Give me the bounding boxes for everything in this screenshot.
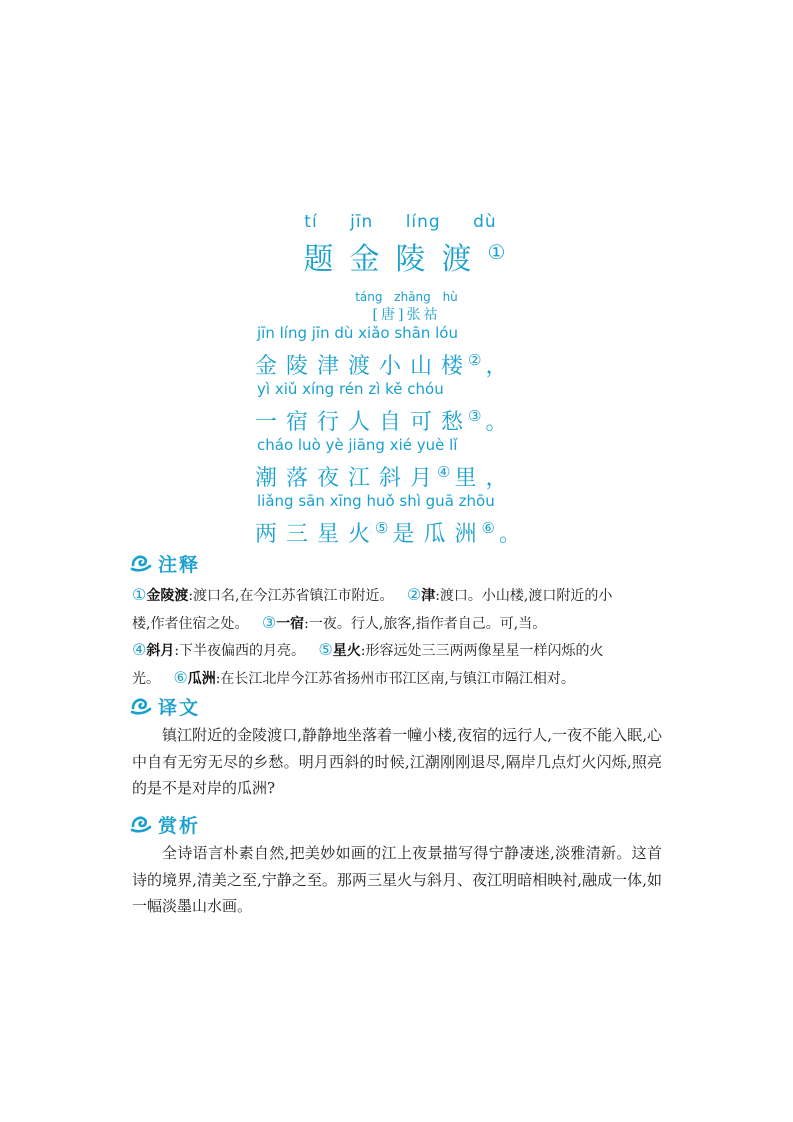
poem-line xyxy=(255,322,555,379)
line-hanzi: 潮落夜江斜月 xyxy=(255,466,442,491)
section-title: 译文 xyxy=(158,696,201,719)
note-item xyxy=(406,585,613,604)
punctuation: 。 xyxy=(498,522,530,547)
note-number: ④ xyxy=(132,640,147,659)
note-number: ① xyxy=(132,585,147,604)
poem-title xyxy=(0,234,793,278)
note-number: ⑥ xyxy=(173,667,188,687)
note-text: :一夜。行人,旅客,指作者自己。可,当。 xyxy=(304,615,547,632)
wave-swirl-icon xyxy=(130,695,152,717)
appreciation-text: 全诗语言朴素自然,把美妙如画的江上夜景描写得宁静凄迷,淡雅清新。这首诗的境界,清美之至,宁静之至。那两三星火与斜月、夜江明暗相映衬,融成一体,如一幅淡墨山水画。 xyxy=(132,844,662,915)
poem-header xyxy=(0,212,793,324)
line-pinyin: liǎng sān xīng huǒ shì guā zhōu xyxy=(257,492,495,510)
note-text-continued: 楼,作者住宿之处。 xyxy=(132,615,249,632)
wave-swirl-icon xyxy=(130,813,152,835)
note-text-continued: 光。 xyxy=(132,670,160,687)
notes-line xyxy=(132,610,662,638)
line-hanzi: 金陵津渡小山楼 xyxy=(255,354,473,379)
note-text: :形容远处三三两两像星星一样闪烁的火 xyxy=(360,643,604,659)
notes-line xyxy=(132,582,662,610)
note-term: 瓜洲 xyxy=(187,670,216,687)
note-item xyxy=(132,585,394,604)
line-pinyin: jīn líng jīn dù xiǎo shān lóu xyxy=(257,324,458,342)
line-text xyxy=(255,344,555,379)
note-mark: ③ xyxy=(468,407,482,425)
note-mark: ② xyxy=(468,351,482,369)
notes-line xyxy=(132,665,662,693)
note-item xyxy=(132,640,306,659)
note-number: ② xyxy=(406,585,422,604)
note-number: ③ xyxy=(261,612,277,632)
note-mark: ④ xyxy=(437,463,451,481)
translation-heading xyxy=(130,693,200,719)
note-text: :渡口。小山楼,渡口附近的小 xyxy=(435,588,613,604)
poem-line xyxy=(255,378,555,435)
note-term: 星火 xyxy=(332,643,361,659)
note-item xyxy=(261,612,547,632)
notes-line xyxy=(132,637,662,665)
section-title: 赏析 xyxy=(158,814,201,837)
note-number: ⑤ xyxy=(318,640,333,659)
section-title: 注释 xyxy=(158,553,201,576)
poem-line xyxy=(255,434,555,491)
poem-line xyxy=(255,490,555,547)
line-hanzi: 一宿行人自可愁 xyxy=(255,410,473,435)
line-text xyxy=(255,512,555,547)
line-hanzi: 是瓜洲 xyxy=(392,522,486,547)
note-mark: ⑤ xyxy=(375,519,389,537)
appreciation-heading xyxy=(130,811,200,837)
poem-title-text: 题金陵渡 xyxy=(303,242,488,277)
note-term: 斜月 xyxy=(146,643,175,659)
author: [唐]张祜 xyxy=(372,307,441,323)
note-term: 一宿 xyxy=(276,615,305,632)
note-item xyxy=(173,667,575,687)
punctuation: 。 xyxy=(485,410,517,435)
note-mark: ⑥ xyxy=(481,519,495,537)
line-hanzi: 两三星火 xyxy=(255,522,380,547)
note-term: 津 xyxy=(421,588,436,604)
notes-heading xyxy=(130,550,200,576)
note-text: :下半夜偏西的月亮。 xyxy=(174,643,306,659)
poem-body xyxy=(255,322,555,546)
notes-list xyxy=(132,582,662,692)
title-pinyin: tí jīn líng dù xyxy=(304,212,497,232)
punctuation: ， xyxy=(485,466,517,491)
line-pinyin: cháo luò yè jiāng xié yuè lǐ xyxy=(257,436,458,454)
note-item xyxy=(318,640,604,659)
punctuation: ， xyxy=(485,354,517,379)
author-pinyin: táng zhāng hù xyxy=(355,290,458,304)
translation-text: 镇江附近的金陵渡口,静静地坐落着一幢小楼,夜宿的远行人,一夜不能入眠,心中自有无穷无尽的乡愁。明月西斜的时候,江潮刚刚退尽,隔岸几点灯火闪烁,照亮的是不是对岸的瓜洲? xyxy=(132,726,662,797)
title-note-mark: ① xyxy=(487,240,506,264)
wave-swirl-icon xyxy=(130,552,152,574)
line-pinyin: yì xiǔ xíng rén zì kě chóu xyxy=(257,380,444,398)
note-text: :在长江北岸今江苏省扬州市邗江区南,与镇江市隔江相对。 xyxy=(215,670,575,687)
line-text xyxy=(255,456,555,491)
note-term: 金陵渡 xyxy=(146,588,189,604)
line-text xyxy=(255,400,555,435)
note-text: :渡口名,在今江苏省镇江市附近。 xyxy=(188,588,394,604)
line-hanzi: 里 xyxy=(454,466,486,491)
